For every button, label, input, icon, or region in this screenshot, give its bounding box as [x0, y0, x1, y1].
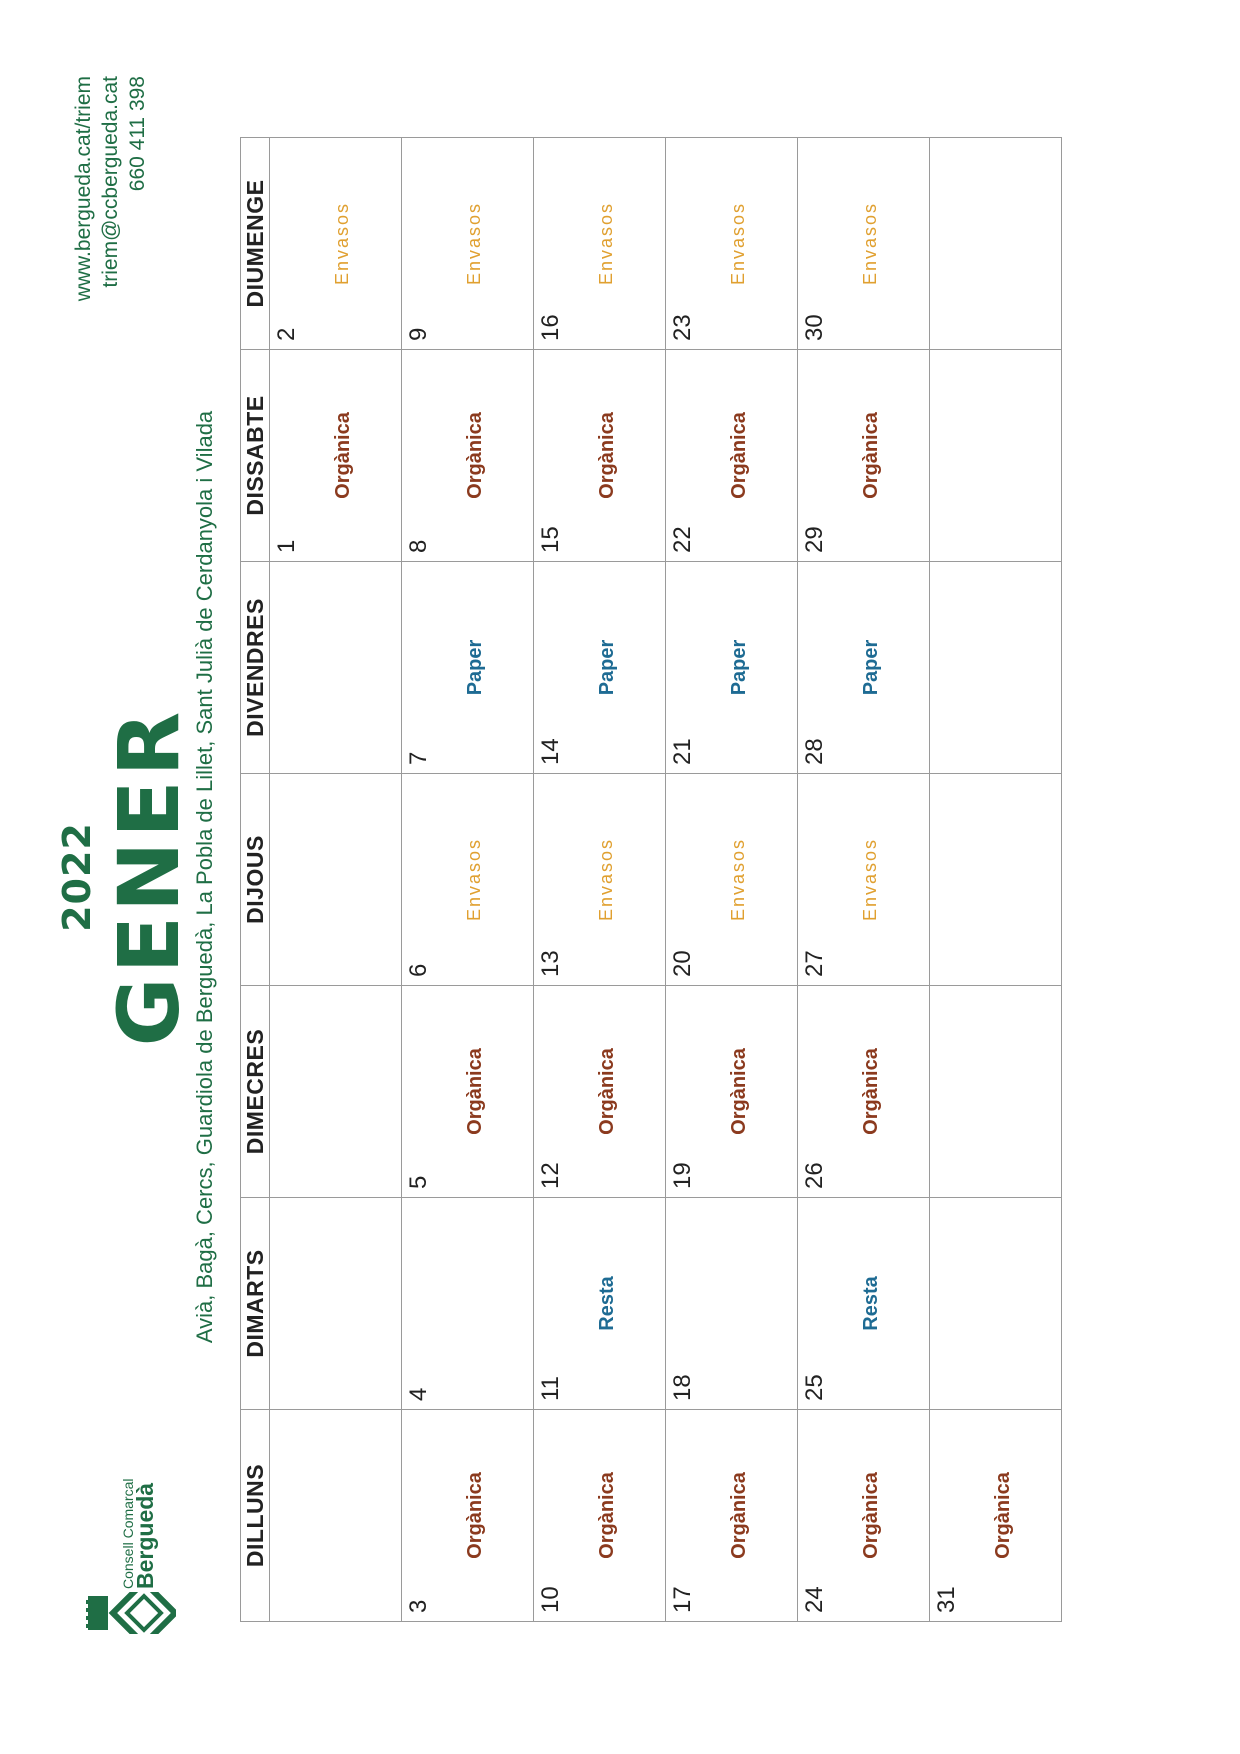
day-number: 29: [801, 526, 828, 553]
weekday-header: DIMARTS: [241, 1198, 270, 1410]
day-cell: [930, 562, 1062, 774]
day-cell: [798, 350, 930, 562]
day-cell: [798, 138, 930, 350]
day-cell: [270, 986, 402, 1198]
week-row: [666, 138, 798, 1622]
week-row: [534, 138, 666, 1622]
collection-event: Orgànica: [332, 412, 354, 499]
collection-event: Orgànica: [596, 1048, 618, 1135]
day-number: 31: [933, 1586, 960, 1613]
collection-event: Orgànica: [728, 1048, 750, 1135]
day-cell: [798, 562, 930, 774]
day-number: 12: [537, 1162, 564, 1189]
collection-event: Orgànica: [596, 412, 618, 499]
day-cell: [270, 350, 402, 562]
collection-event: Paper: [596, 639, 618, 696]
day-cell: [534, 562, 666, 774]
day-cell: [666, 1410, 798, 1622]
day-cell: [402, 774, 534, 986]
collection-event: Envasos: [860, 837, 880, 922]
day-number: 18: [669, 1374, 696, 1401]
day-number: 15: [537, 526, 564, 553]
day-cell: [930, 138, 1062, 350]
day-number: 28: [801, 738, 828, 765]
collection-event: Envasos: [464, 201, 484, 286]
day-cell: [270, 562, 402, 774]
logo-text-region: Berguedà: [132, 1482, 158, 1589]
day-cell: [930, 774, 1062, 986]
day-cell: [402, 1198, 534, 1410]
day-number: 7: [405, 751, 432, 765]
day-number: 21: [669, 738, 696, 765]
day-number: 23: [669, 314, 696, 341]
collection-event: Envasos: [596, 837, 616, 922]
day-number: 17: [669, 1586, 696, 1613]
day-cell: [798, 986, 930, 1198]
day-number: 9: [405, 327, 432, 341]
week-row: [798, 138, 930, 1622]
day-cell: [930, 350, 1062, 562]
collection-event: Orgànica: [464, 1048, 486, 1135]
collection-event: Envasos: [860, 201, 880, 286]
collection-event: Envasos: [596, 201, 616, 286]
contact-email-link[interactable]: triem@ccbergueda.cat: [99, 76, 122, 288]
day-number: 24: [801, 1586, 828, 1613]
day-number: 26: [801, 1162, 828, 1189]
day-number: 8: [405, 539, 432, 553]
day-cell: [930, 1410, 1062, 1622]
calendar-year: 2022: [55, 822, 99, 932]
collection-event: Resta: [860, 1276, 882, 1331]
day-number: 25: [801, 1374, 828, 1401]
day-number: 30: [801, 314, 828, 341]
day-cell: [270, 1410, 402, 1622]
calendar-month: GENER: [100, 707, 198, 1047]
collection-event: Envasos: [728, 837, 748, 922]
week-row: [270, 138, 402, 1622]
collection-event: Orgànica: [992, 1472, 1014, 1559]
day-cell: [270, 774, 402, 986]
day-cell: [666, 350, 798, 562]
day-cell: [930, 986, 1062, 1198]
municipalities-list: Avià, Bagà, Cercs, Guardiola de Berguedà, La Pobla de Lillet, Sant Julià de Cerdanyola i Vilada: [192, 410, 217, 1344]
collection-event: Orgànica: [464, 412, 486, 499]
weekday-header: DIUMENGE: [241, 138, 270, 350]
collection-event: Orgànica: [728, 1472, 750, 1559]
day-number: 6: [405, 963, 432, 977]
day-cell: [930, 1198, 1062, 1410]
day-number: 3: [405, 1599, 432, 1613]
day-cell: [402, 562, 534, 774]
day-cell: [666, 986, 798, 1198]
weekday-header: DIMECRES: [241, 986, 270, 1198]
day-cell: [798, 1410, 930, 1622]
collection-event: Orgànica: [728, 412, 750, 499]
day-number: 1: [273, 539, 300, 553]
day-cell: [402, 1410, 534, 1622]
day-number: 14: [537, 738, 564, 765]
contact-block: [70, 76, 151, 301]
collection-event: Resta: [596, 1276, 618, 1331]
collection-event: Orgànica: [860, 412, 882, 499]
weekday-header: DILLUNS: [241, 1410, 270, 1622]
day-cell: [402, 138, 534, 350]
day-cell: [534, 774, 666, 986]
day-number: 11: [537, 1376, 564, 1401]
collection-event: Envasos: [728, 201, 748, 286]
collection-event: Orgànica: [464, 1472, 486, 1559]
day-number: 19: [669, 1162, 696, 1189]
day-number: 4: [405, 1387, 432, 1401]
day-cell: [534, 350, 666, 562]
day-number: 27: [801, 950, 828, 977]
day-cell: [534, 1410, 666, 1622]
day-cell: [798, 1198, 930, 1410]
weekday-header: DIJOUS: [241, 774, 270, 986]
day-cell: [270, 138, 402, 350]
collection-calendar-grid: [240, 137, 1062, 1622]
weekday-header: DISSABTE: [241, 350, 270, 562]
contact-phone: 660 411 398: [126, 76, 149, 192]
collection-event: Orgànica: [860, 1472, 882, 1559]
day-cell: [666, 562, 798, 774]
collection-event: Envasos: [464, 837, 484, 922]
day-cell: [534, 986, 666, 1198]
day-cell: [534, 138, 666, 350]
collection-event: Orgànica: [860, 1048, 882, 1135]
day-number: 20: [669, 950, 696, 977]
day-cell: [270, 1198, 402, 1410]
day-cell: [402, 350, 534, 562]
week-row: [930, 138, 1062, 1622]
day-cell: [666, 774, 798, 986]
day-cell: [666, 138, 798, 350]
collection-event: Paper: [860, 639, 882, 696]
day-cell: [534, 1198, 666, 1410]
day-number: 13: [537, 950, 564, 977]
collection-event: Paper: [464, 639, 486, 696]
day-number: 5: [405, 1175, 432, 1189]
week-row: [402, 138, 534, 1622]
day-cell: [798, 774, 930, 986]
day-number: 10: [537, 1586, 564, 1613]
logo-text-organisation: Consell Comarcal: [120, 1478, 136, 1589]
day-cell: [666, 1198, 798, 1410]
day-number: 2: [273, 327, 300, 341]
day-cell: [402, 986, 534, 1198]
collection-event: Orgànica: [596, 1472, 618, 1559]
contact-web-link[interactable]: www.bergueda.cat/triem: [72, 76, 95, 302]
day-number: 16: [537, 314, 564, 341]
day-number: 22: [669, 526, 696, 553]
collection-event: Envasos: [332, 201, 352, 286]
weekday-header-row: [241, 138, 270, 1622]
weekday-header: DIVENDRES: [241, 562, 270, 774]
collection-event: Paper: [728, 639, 750, 696]
